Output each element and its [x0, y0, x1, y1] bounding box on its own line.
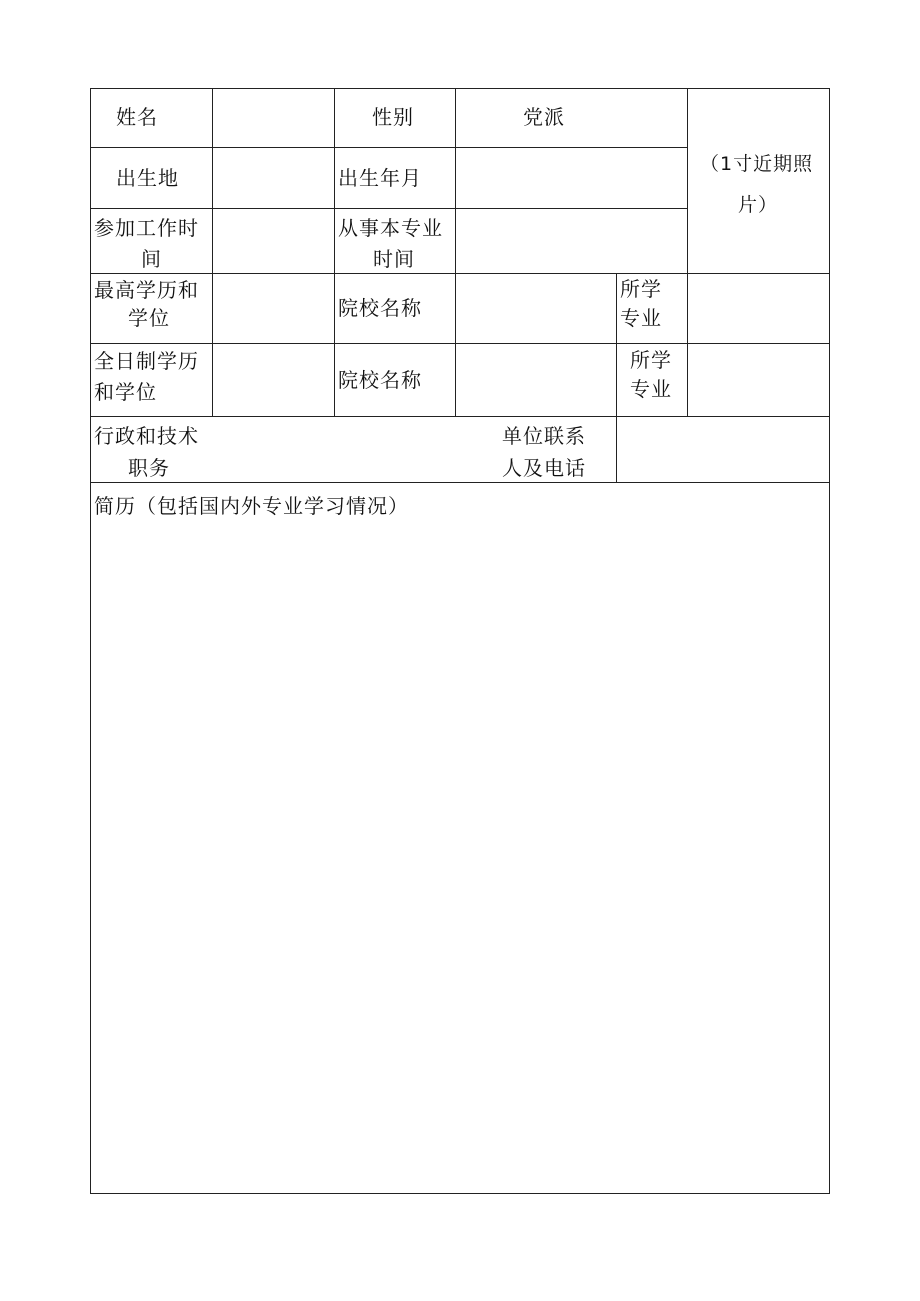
- school-name-label: 院校名称: [338, 368, 422, 392]
- major-field[interactable]: [688, 344, 829, 416]
- birth-date-label: 出生年月: [338, 166, 422, 190]
- birth-date-field[interactable]: [456, 148, 687, 208]
- contact-label-line2: 人及电话: [502, 456, 586, 480]
- highest-education-label-line1: 最高学历和: [94, 278, 199, 302]
- row-divider: [90, 482, 830, 483]
- work-start-label-line2: 间: [141, 247, 162, 271]
- fulltime-education-field[interactable]: [213, 344, 334, 416]
- contact-label-line1: 单位联系: [502, 424, 586, 448]
- resume-textarea[interactable]: [91, 522, 829, 1192]
- major-label-line2: 专业: [630, 377, 672, 401]
- specialty-start-field[interactable]: [456, 209, 687, 273]
- party-label: 党派: [523, 105, 565, 129]
- photo-box[interactable]: [688, 89, 829, 273]
- specialty-start-label-line2: 时间: [373, 247, 415, 271]
- school-name-field[interactable]: [456, 344, 616, 416]
- major-field[interactable]: [688, 274, 829, 343]
- major-label-line1: 所学: [630, 348, 672, 372]
- birthplace-label: 出生地: [116, 166, 179, 190]
- position-field[interactable]: [213, 417, 498, 482]
- name-field[interactable]: [213, 89, 334, 147]
- highest-education-field[interactable]: [213, 274, 334, 343]
- photo-hint-line1: （1寸近期照: [700, 153, 814, 175]
- photo-hint-line2: 片）: [738, 194, 779, 216]
- contact-field[interactable]: [617, 417, 829, 482]
- party-field[interactable]: [575, 89, 687, 147]
- birthplace-field[interactable]: [213, 148, 334, 208]
- name-label: 姓名: [116, 105, 158, 129]
- column-divider: [334, 88, 335, 416]
- major-label-line2: 专业: [620, 306, 662, 330]
- position-label-line2: 职务: [128, 456, 170, 480]
- highest-education-label-line2: 学位: [128, 306, 170, 330]
- work-start-label-line1: 参加工作时: [94, 216, 199, 240]
- gender-label: 性别: [372, 105, 414, 129]
- position-label-line1: 行政和技术: [94, 424, 199, 448]
- fulltime-education-label-line1: 全日制学历: [94, 349, 199, 373]
- table-border-right: [829, 88, 830, 1194]
- work-start-field[interactable]: [213, 209, 334, 273]
- fulltime-education-label-line2: 和学位: [94, 380, 157, 404]
- specialty-start-label-line1: 从事本专业: [338, 216, 443, 240]
- school-name-label: 院校名称: [338, 296, 422, 320]
- table-border-bottom: [90, 1193, 830, 1194]
- school-name-field[interactable]: [456, 274, 616, 343]
- resume-label: 简历（包括国内外专业学习情况）: [94, 494, 409, 518]
- major-label-line1: 所学: [620, 277, 662, 301]
